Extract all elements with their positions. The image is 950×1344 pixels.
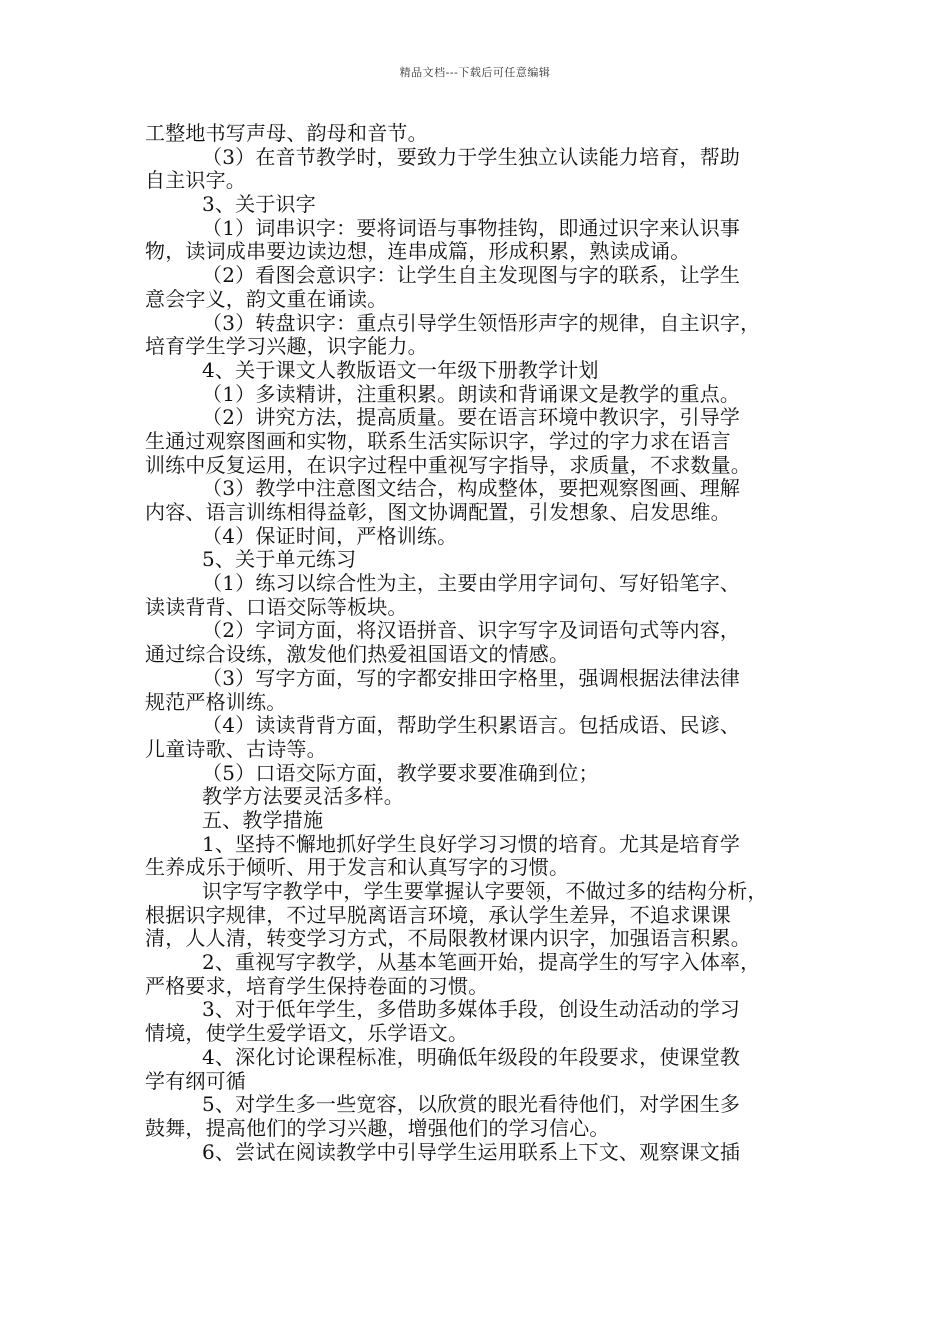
text-line: 3、对于低年学生，多借助多媒体手段，创设生动活动的学习 (202, 997, 741, 1022)
section-heading: 3、关于识字 (202, 192, 316, 217)
text-line: （2）讲究方法，提高质量。要在语言环境中教识字，引导学 (202, 405, 741, 430)
text-line: 清，人人清，转变学习方式，不局限教材课内识字，加强语言积累。 (145, 926, 751, 951)
text-line: 物，读词成串要边读边想，连串成篇，形成积累，熟读成诵。 (145, 239, 691, 264)
text-line: 5、对学生多一些宽容，以欣赏的眼光看待他们，对学困生多 (202, 1092, 741, 1117)
text-line: 自主识字。 (145, 168, 246, 193)
text-line: 儿童诗歌、古诗等。 (145, 736, 327, 761)
text-line: 生养成乐于倾听、用于发言和认真写字的习惯。 (145, 855, 570, 880)
text-line: 读读背背、口语交际等板块。 (145, 594, 408, 619)
text-line: （3）写字方面，写的字都安排田字格里，强调根据法律法律 (202, 665, 741, 690)
text-line: （5）口语交际方面，教学要求要准确到位； (202, 760, 599, 785)
text-line: 内容、语言训练相得益彰，图文协调配置，引发想象、启发思维。 (145, 500, 731, 524)
text-line: （4）读读背背方面，帮助学生积累语言。包括成语、民谚、 (202, 713, 741, 738)
text-line: （1）词串识字：要将词语与事物挂钩，即通过识字来认识事 (202, 215, 741, 240)
document-body (145, 122, 825, 1164)
text-line: （2）字词方面，将汉语拼音、识字写字及词语句式等内容， (202, 618, 741, 643)
text-line: （1）练习以综合性为主，主要由学用字词句、写好铅笔字、 (202, 571, 741, 596)
text-line: 教学方法要灵活多样。 (202, 784, 404, 809)
text-line: （3）在音节教学时，要致力于学生独立认读能力培育，帮助 (202, 144, 741, 169)
section-heading: 五、教学措施 (202, 807, 324, 832)
text-line: 学有纲可循 (145, 1068, 246, 1093)
text-line: （1）多读精讲，注重积累。朗读和背诵课文是教学的重点。 (202, 381, 741, 406)
text-line: 4、深化讨论课程标准，明确低年级段的年段要求，使课堂教 (202, 1044, 741, 1069)
text-line: 严格要求，培育学生保持卷面的习惯。 (145, 973, 489, 998)
text-line: （2）看图会意识字：让学生自主发现图与字的联系，让学生 (202, 263, 741, 288)
text-line: （3）转盘识字：重点引导学生领悟形声字的规律，自主识字， (202, 310, 761, 335)
text-line: （4）保证时间，严格训练。 (202, 523, 458, 548)
text-line: 规范严格训练。 (145, 689, 287, 714)
text-line: 根据识字规律，不过早脱离语言环境，承认学生差异，不追求课课 (145, 902, 731, 927)
text-line: 训练中反复运用，在识字过程中重视写字指导，求质量，不求数量。 (145, 452, 751, 477)
text-line: 意会字义，韵文重在诵读。 (145, 286, 388, 311)
page-header: 精品文档---下载后可任意编辑 (399, 66, 551, 79)
text-line: 情境，使学生爱学语文，乐学语文。 (145, 1021, 469, 1046)
section-heading: 5、关于单元练习 (202, 547, 357, 572)
text-line: 1、坚持不懈地抓好学生良好学习习惯的培育。尤其是培育学 (202, 831, 741, 856)
text-line: 识字写字教学中，学生要掌握认字要领，不做过多的结构分析， (202, 879, 768, 903)
text-line: 培育学生学习兴趣，识字能力。 (145, 334, 428, 359)
text-line: 2、重视写字教学，从基本笔画开始，提高学生的写字入体率， (202, 950, 761, 975)
text-line: 鼓舞，提高他们的学习兴趣，增强他们的学习信心。 (145, 1115, 610, 1140)
text-line: 生通过观察图画和实物，联系生活实际识字，学过的字力求在语言 (145, 428, 731, 453)
section-heading: 4、关于课文人教版语文一年级下册教学计划 (202, 357, 599, 382)
text-line: 通过综合设练，激发他们热爱祖国语文的情感。 (145, 642, 570, 667)
text-line: （3）教学中注意图文结合，构成整体，要把观察图画、理解 (202, 476, 741, 501)
text-line: 6、尝试在阅读教学中引导学生运用联系上下文、观察课文插 (202, 1139, 741, 1164)
text-line: 工整地书写声母、韵母和音节。 (145, 121, 428, 145)
